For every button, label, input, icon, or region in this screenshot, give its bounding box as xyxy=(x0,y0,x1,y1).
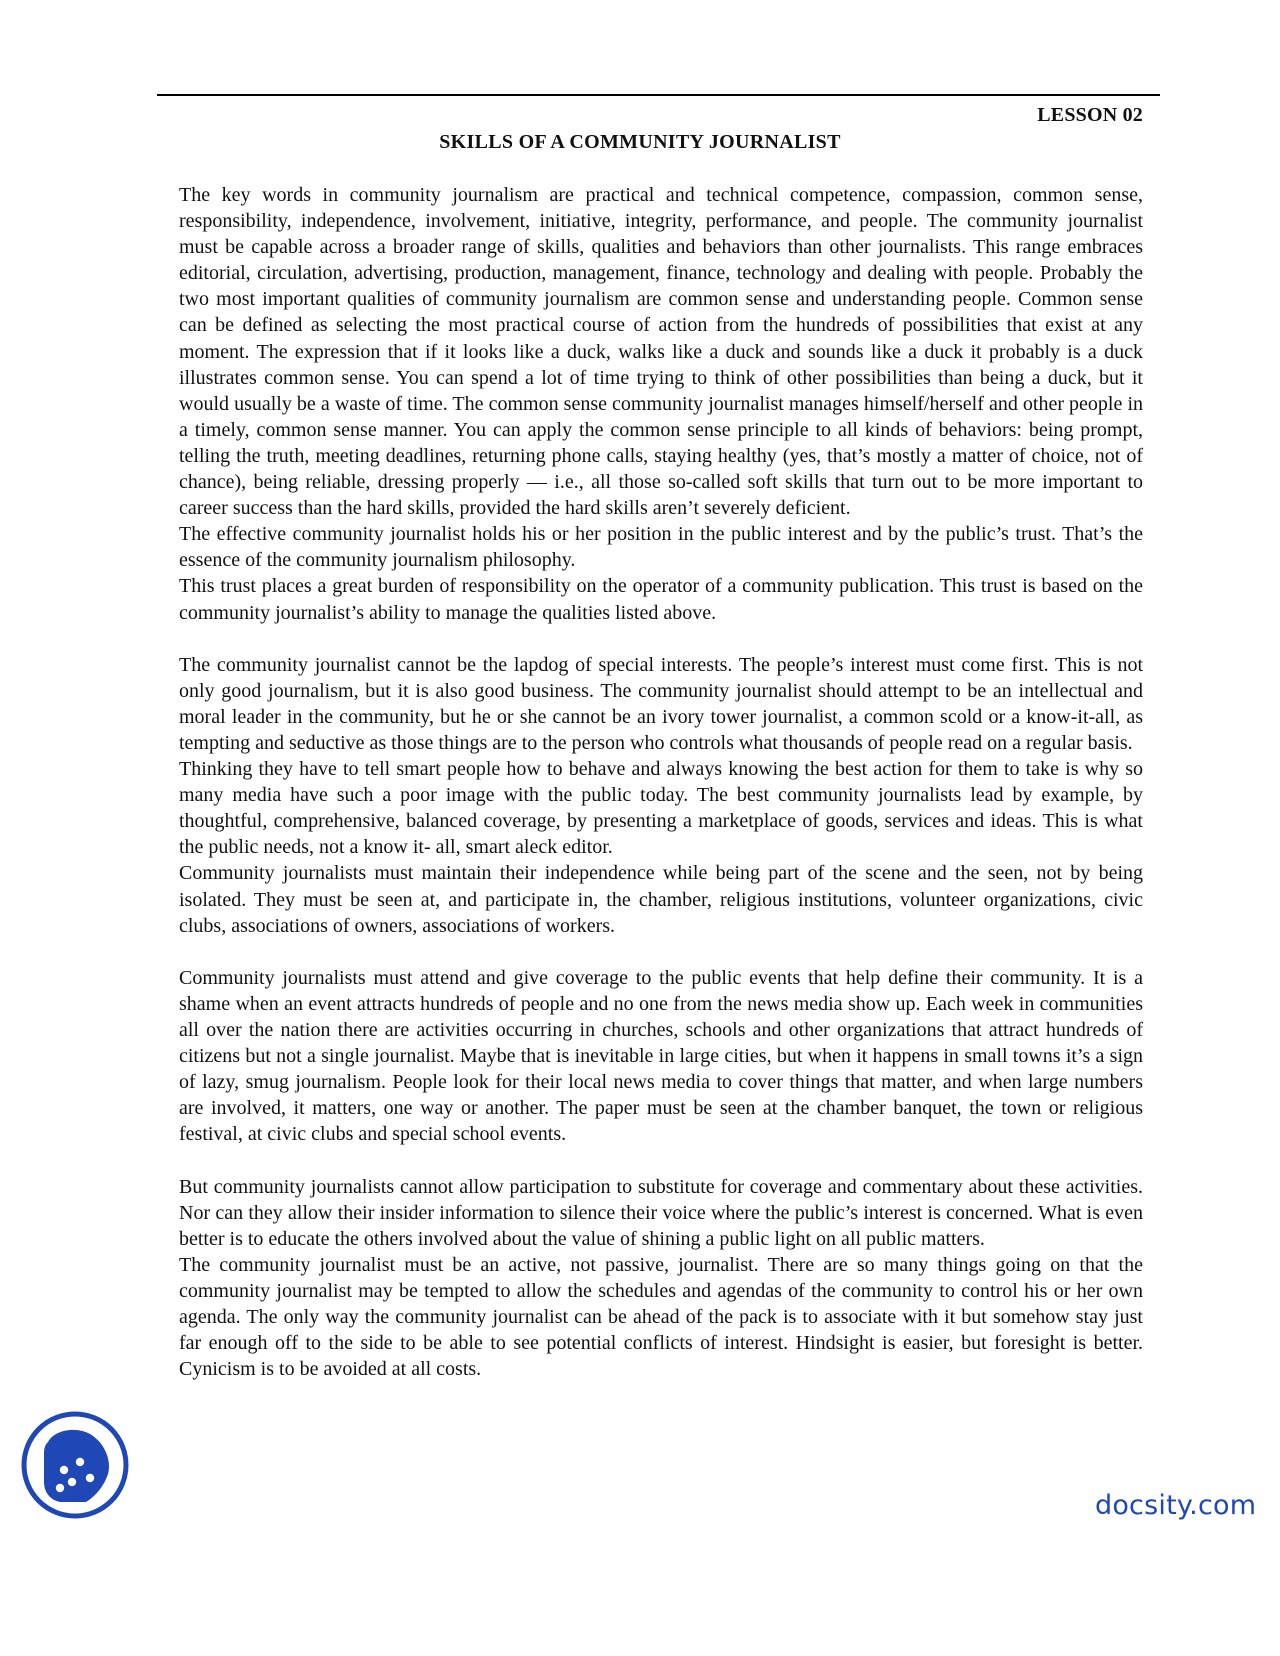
paragraph-responsibility: This trust places a great burden of responsibility on the operator of a community publication. This trust is based on the community journalist’s ability to manage the qualities listed above. xyxy=(179,575,1143,624)
paragraph-spacer xyxy=(179,626,1143,652)
paragraph-active-journalist: The community journalist must be an active, not passive, journalist. There are so many things going on that the community journalist may be tempted to allow the schedules and agendas of the community to control his or her own agenda. The only way the community journalist can be ahead of the pack is to associate with it but somehow stay just far enough off to the side to be able to see potential conflicts of interest. Hindsight is easier, but foresight is better. Cynicism is to be avoided at all costs. xyxy=(179,1253,1143,1381)
paragraph-public-trust: The effective community journalist holds his or her position in the public interest and by the public’s trust. That’s the essence of the community journalism philosophy. xyxy=(179,523,1143,572)
docsity-watermark: docsity.com xyxy=(1095,1490,1257,1521)
paragraph-public-events: Community journalists must attend and give coverage to the public events that help define their community. It is a shame when an event attracts hundreds of people and no one from the news media show up. Each week in communities all over the nation there are activities occurring in churches, schools and other organizations that attract hundreds of citizens but not a single journalist. Maybe that is inevitable in large cities, but when it happens in small towns it’s a sign of lazy, smug journalism. People look for their local news media to cover things that matter, and when large numbers are involved, it matters, one way or another. The paper must be seen at the chamber banquet, the town or religious festival, at civic clubs and special school events. xyxy=(179,966,1143,1146)
docsity-logo-icon xyxy=(20,1410,130,1520)
header-rule xyxy=(157,94,1160,96)
lesson-body xyxy=(179,182,1143,1382)
paragraph-key-words: The key words in community journalism are practical and technical competence, compassion, common sense, responsibility, independence, involvement, initiative, integrity, performance, and people. The community journalist must be capable across a broader range of skills, qualities and behaviors than other journalists. This range embraces editorial, circulation, advertising, production, management, finance, technology and dealing with people. Probably the two most important qualities of community journalism are common sense and understanding people. Common sense can be defined as selecting the most practical course of action from the hundreds of possibilities that exist at any moment. The expression that if it looks like a duck, walks like a duck and sounds like a duck it probably is a duck illustrates common sense. You can spend a lot of time trying to think of other possibilities than being a duck, but it would usually be a waste of time. The common sense community journalist manages himself/herself and other people in a timely, common sense manner. You can apply the common sense principle to all kinds of behaviors: being prompt, telling the truth, meeting deadlines, returning phone calls, staying healthy (yes, that’s mostly a matter of choice, not of chance), being reliable, dressing properly — i.e., all those so-called soft skills that turn out to be more important to career success than the hard skills, provided the hard skills aren’t severely deficient. xyxy=(179,184,1143,520)
paragraph-participation: But community journalists cannot allow participation to substitute for coverage and commentary about these activities. Nor can they allow their insider information to silence their voice where the public’s interest is concerned. What is even better is to educate the others involved about the value of shining a public light on all public matters. xyxy=(179,1175,1143,1250)
paragraph-spacer xyxy=(179,1147,1143,1173)
lesson-title: SKILLS OF A COMMUNITY JOURNALIST xyxy=(439,131,841,153)
paragraph-lead-by-example: Thinking they have to tell smart people how to behave and always knowing the best action for them to take is why so many media have such a poor image with the public today. The best community journalists lead by example, by thoughtful, comprehensive, balanced coverage, by presenting a marketplace of goods, services and ideas. This is what the public needs, not a know it- all, smart aleck editor. xyxy=(179,758,1143,859)
paragraph-special-interests: The community journalist cannot be the lapdog of special interests. The people’s interest must come first. This is not only good journalism, but it is also good business. The community journalist should attempt to be an intellectual and moral leader in the community, but he or she cannot be an ivory tower journalist, a common scold or a know-it-all, as tempting and seductive as those things are to the person who controls what thousands of people read on a regular basis. xyxy=(179,653,1143,754)
paragraph-spacer xyxy=(179,939,1143,965)
paragraph-independence: Community journalists must maintain their independence while being part of the scene and the seen, not by being isolated. They must be seen at, and participate in, the chamber, religious institutions, volunteer organizations, civic clubs, associations of owners, associations of workers. xyxy=(179,862,1143,937)
lesson-number: LESSON 02 xyxy=(1037,104,1143,126)
